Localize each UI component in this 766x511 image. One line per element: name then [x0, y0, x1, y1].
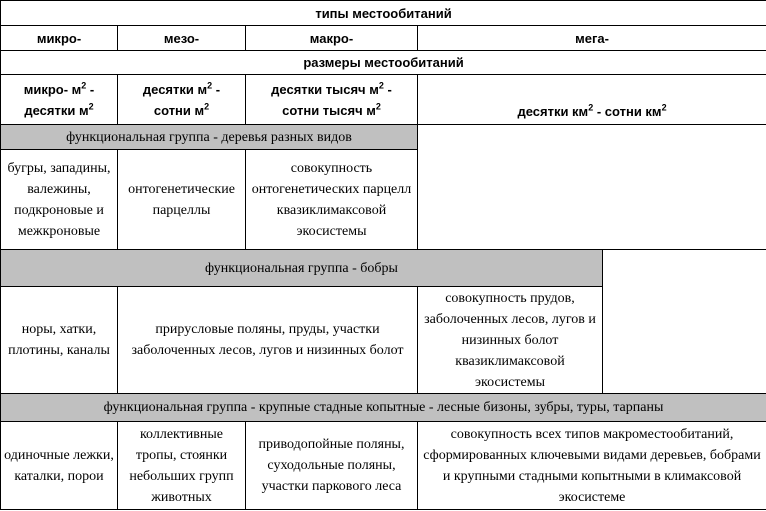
types-row: [1, 26, 766, 51]
types-title-row: [1, 1, 766, 26]
sizes-title-row: [1, 51, 766, 75]
group-ungulates-micro: одиночные лежки, каталки, порои: [1, 422, 118, 510]
type-macro: макро-: [246, 26, 418, 51]
sizes-row: [1, 75, 766, 125]
group-beavers-micro: норы, хатки, плотины, каналы: [1, 287, 118, 394]
types-title: типы местообитаний: [1, 1, 766, 26]
group-trees-title: функциональная группа - деревья разных видов: [1, 125, 418, 150]
group-trees-empty-cell: [418, 125, 766, 250]
size-meso: десятки $м^2$ - сотни $м^2$: [118, 75, 246, 125]
type-micro: микро-: [1, 26, 118, 51]
group-trees-micro: бугры, западины, валежины, подкроновые и межкроновые: [1, 150, 118, 250]
group-ungulates-title: функциональная группа - крупные стадные копытные - лесные бизоны, зубры, туры, тарпаны: [1, 394, 766, 422]
group-ungulates-meso: коллективные тропы, стоянки небольших групп животных: [118, 422, 246, 510]
size-mega: десятки $км^2$ - сотни $км^2$: [418, 75, 766, 125]
type-mega: мега-: [418, 26, 766, 51]
group-ungulates-row: [1, 422, 766, 510]
type-meso: мезо-: [118, 26, 246, 51]
group-ungulates-mega: совокупность всех типов макроместообитаний, сформированных ключевыми видами деревьев, бобрами и крупными стадными копытными в климаксовой экосистеме: [418, 422, 766, 510]
group-beavers-title: функциональная группа - бобры: [1, 250, 603, 287]
group-ungulates-macro: приводопойные поляны, суходольные поляны, участки паркового леса: [246, 422, 418, 510]
group-beavers-empty-cell: [603, 250, 766, 394]
group-beavers-title-row: [1, 250, 766, 287]
group-beavers-mega: совокупность прудов, заболоченных лесов, лугов и низинных болот квазиклимаксовой экосистемы: [418, 287, 603, 394]
group-trees-macro: совокупность онтогенетических парцелл квазиклимаксовой экосистемы: [246, 150, 418, 250]
size-macro: десятки тысяч $м^2$ - сотни тысяч $м^2$: [246, 75, 418, 125]
group-ungulates-title-row: [1, 394, 766, 422]
group-trees-title-row: [1, 125, 766, 150]
sizes-title: размеры местообитаний: [1, 51, 766, 75]
group-beavers-meso-macro: прирусловые поляны, пруды, участки заболоченных лесов, лугов и низинных болот: [118, 287, 418, 394]
group-trees-meso: онтогенетические парцеллы: [118, 150, 246, 250]
size-micro: микро- $м^2$ - десятки $м^2$: [1, 75, 118, 125]
